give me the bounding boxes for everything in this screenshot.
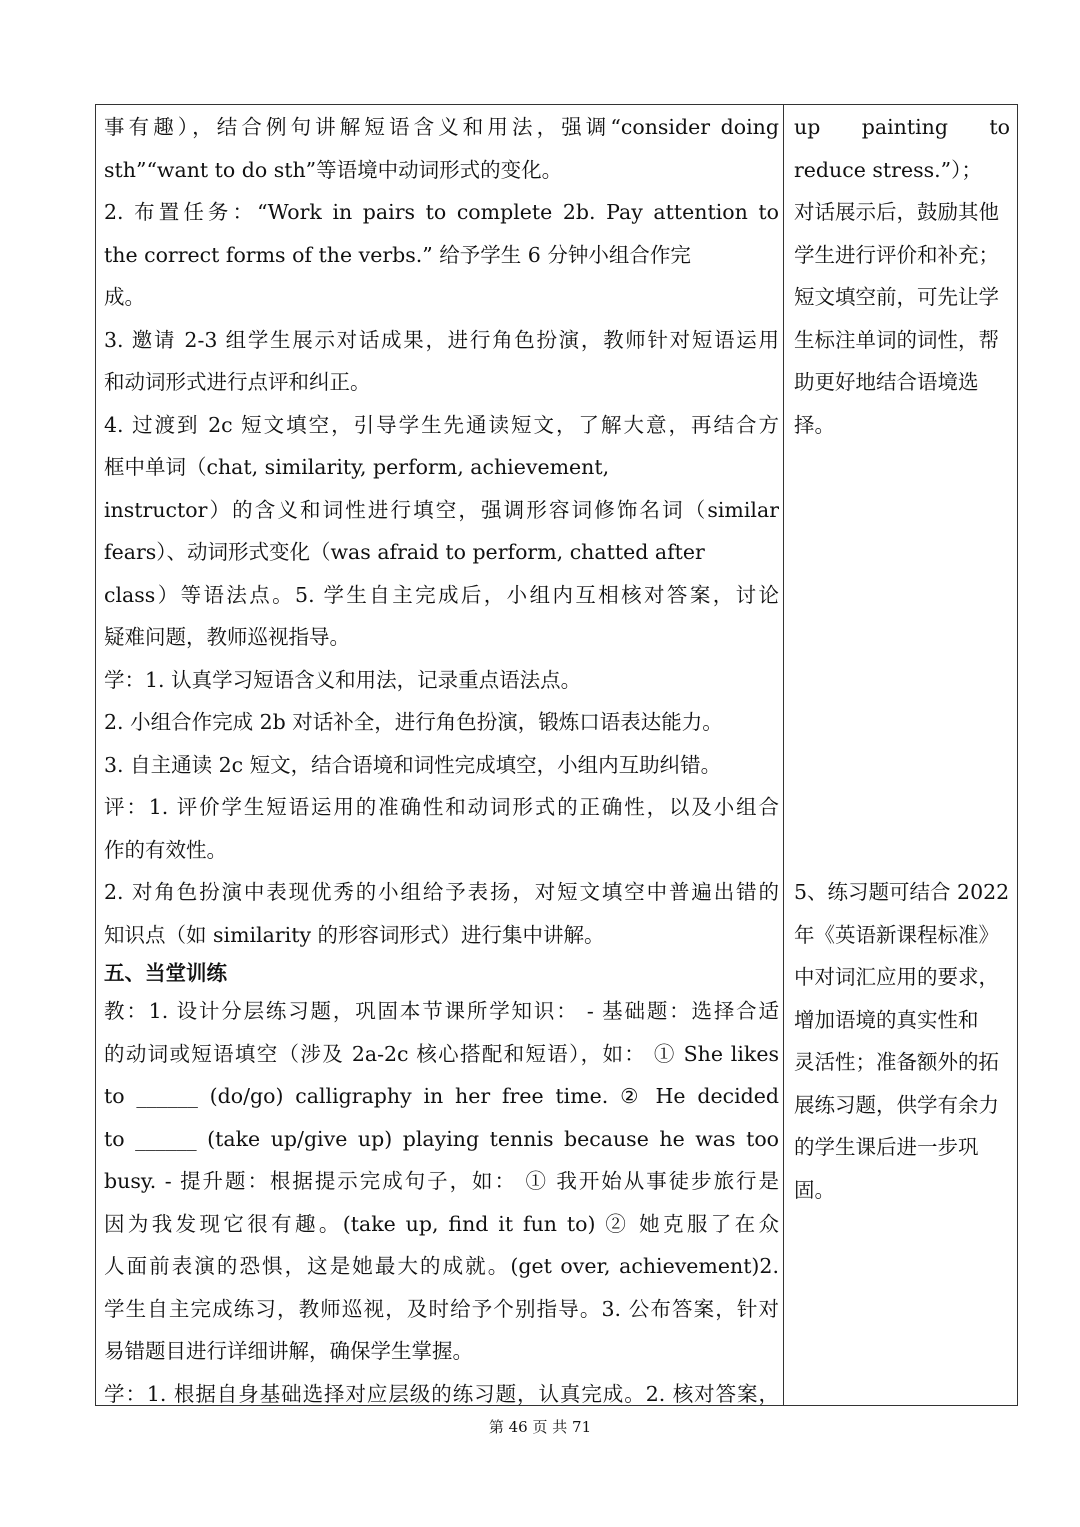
text-line: to ______ (do/go) calligraphy in her free time. ② He decided xyxy=(104,1084,779,1108)
text-line: 学：1. 根据自身基础选择对应层级的练习题，认真完成。2. 核对答案， xyxy=(104,1381,779,1406)
column-divider xyxy=(783,104,784,1406)
text-line: busy. - 提升题：根据提示完成句子，如： ① 我开始从事徒步旅行是 xyxy=(104,1169,779,1193)
note-line: 展练习题，供学有余力 xyxy=(794,1092,999,1117)
text-line: 2. 对角色扮演中表现优秀的小组给予表扬，对短文填空中普遍出错的 xyxy=(104,880,779,904)
text-line: 人面前表演的恐惧，这是她最大的成就。(get over, achievement)2. xyxy=(104,1254,779,1278)
text-line: 框中单词（chat, similarity, perform, achievement, xyxy=(104,455,610,479)
text-line: 教：1. 设计分层练习题，巩固本节课所学知识： - 基础题：选择合适 xyxy=(104,999,779,1023)
text-line: 的动词或短语填空（涉及 2a-2c 核心搭配和短语），如： ① She likes xyxy=(104,1041,779,1066)
text-line: instructor）的含义和词性进行填空，强调形容词修饰名词（similar xyxy=(104,497,779,522)
text-line: 成。 xyxy=(104,285,145,309)
text-line: 因为我发现它很有趣。(take up, find it fun to) ② 她克服了在众 xyxy=(104,1211,779,1236)
text-line: 知识点（如 similarity 的形容词形式）进行集中讲解。 xyxy=(104,922,605,947)
notes-column xyxy=(794,106,1010,1211)
page-number: 第 46 页 共 71 xyxy=(488,1418,592,1436)
note-line: 生标注单词的词性，帮 xyxy=(794,327,999,352)
text-line: 疑难问题，教师巡视指导。 xyxy=(104,625,350,649)
text-line: fears）、动词形式变化（was afraid to perform, chatted after xyxy=(104,540,705,564)
section-heading: 五、当堂训练 xyxy=(104,961,227,985)
note-line: 灵活性；准备额外的拓 xyxy=(794,1050,999,1074)
text-line: the correct forms of the verbs.” 给予学生 6 分钟小组合作完 xyxy=(104,242,691,267)
note-line: 短文填空前，可先让学 xyxy=(794,285,999,309)
text-line: 易错题目进行详细讲解，确保学生掌握。 xyxy=(104,1339,473,1363)
text-line: sth”“want to do sth”等语境中动词形式的变化。 xyxy=(104,157,563,182)
note-line: 助更好地结合语境选 xyxy=(794,370,979,394)
text-line: 2. 小组合作完成 2b 对话补全，进行角色扮演，锻炼口语表达能力。 xyxy=(104,710,723,734)
text-line: 评：1. 评价学生短语运用的准确性和动词形式的正确性，以及小组合 xyxy=(104,795,779,819)
text-line: 2. 布置任务：“Work in pairs to complete 2b. Pay attention to xyxy=(104,200,779,224)
note-line: 择。 xyxy=(794,412,835,437)
text-line: 作的有效性。 xyxy=(104,837,227,862)
note-line: reduce stress.”）； xyxy=(794,157,982,182)
note-line: up painting to xyxy=(794,115,1010,139)
note-line: 5、练习题可结合 2022 xyxy=(794,880,1010,904)
note-line: 增加语境的真实性和 xyxy=(794,1007,979,1032)
text-line: 3. 邀请 2-3 组学生展示对话成果，进行角色扮演，教师针对短语运用 xyxy=(104,327,779,352)
note-line: 学生进行评价和补充； xyxy=(794,242,999,267)
text-line: 和动词形式进行点评和纠正。 xyxy=(104,370,371,394)
text-line: 4. 过渡到 2c 短文填空，引导学生先通读短文，了解大意，再结合方 xyxy=(104,412,779,437)
note-line: 的学生课后进一步巩 xyxy=(794,1135,979,1159)
note-line: 中对词汇应用的要求， xyxy=(794,965,999,989)
teaching-process-column xyxy=(104,106,779,1415)
note-line: 对话展示后，鼓励其他 xyxy=(794,200,999,224)
note-line: 年《英语新课程标准》 xyxy=(794,922,999,947)
note-spacer xyxy=(794,446,1010,871)
text-line: 学生自主完成练习，教师巡视，及时给予个别指导。3. 公布答案，针对 xyxy=(104,1296,779,1321)
note-line: 固。 xyxy=(794,1177,835,1202)
text-line: 学：1. 认真学习短语含义和用法，记录重点语法点。 xyxy=(104,667,582,692)
text-line: to ______ (take up/give up) playing tennis because he was too xyxy=(104,1126,779,1151)
text-line: 事有趣），结合例句讲解短语含义和用法，强调“consider doing xyxy=(104,115,779,139)
text-line: 3. 自主通读 2c 短文，结合语境和词性完成填空，小组内互助纠错。 xyxy=(104,752,722,777)
text-line: class）等语法点。5. 学生自主完成后，小组内互相核对答案，讨论 xyxy=(104,582,779,607)
